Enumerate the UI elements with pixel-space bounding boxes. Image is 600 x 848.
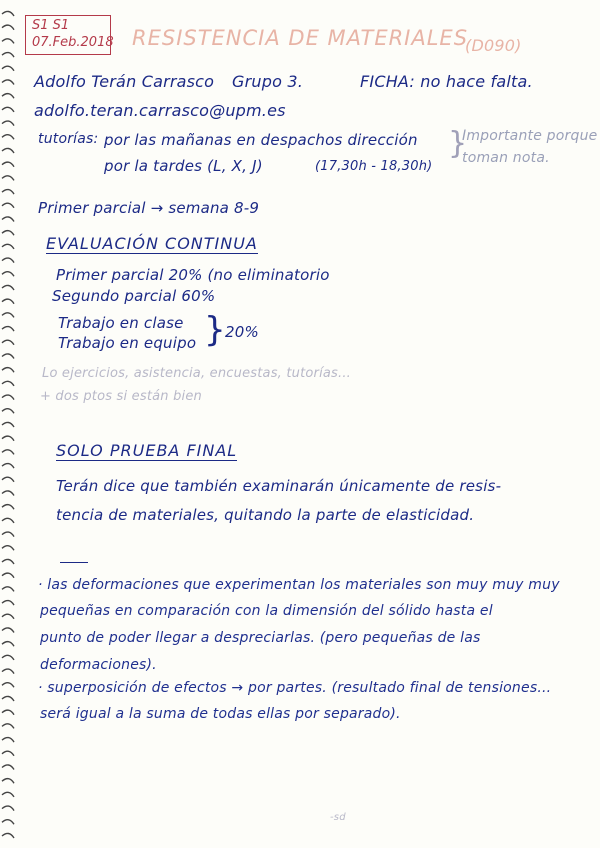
continuous-item-1: Primer parcial 20% (no eliminatorio	[56, 266, 330, 284]
dash-mark	[60, 562, 88, 563]
spiral-loop	[2, 66, 14, 71]
note-line5: · superposición de efectos → por partes. (resultado final de tensiones...	[38, 680, 552, 696]
spiral-loop	[2, 162, 14, 167]
spiral-loop	[2, 450, 14, 455]
spiral-loop	[2, 39, 14, 44]
spiral-loop	[2, 765, 14, 770]
spiral-loop	[2, 806, 14, 811]
spiral-loop	[2, 751, 14, 756]
spiral-binding	[0, 0, 18, 848]
spiral-loop	[2, 217, 14, 222]
note-line4: deformaciones).	[40, 657, 157, 673]
faint-note-line1: Lo ejercicios, asistencia, encuestas, tutorías...	[42, 366, 352, 381]
spiral-loop	[2, 381, 14, 386]
spiral-loop	[2, 135, 14, 140]
spiral-loop	[2, 53, 14, 58]
final-heading: SOLO PRUEBA FINAL	[56, 441, 238, 460]
spiral-loop	[2, 464, 14, 469]
continuous-heading: EVALUACIÓN CONTINUA	[46, 234, 258, 253]
spiral-loop	[2, 779, 14, 784]
group-percent: 20%	[225, 323, 259, 341]
spiral-loop	[2, 738, 14, 743]
spiral-loop	[2, 820, 14, 825]
spiral-loop	[2, 190, 14, 195]
spiral-loop	[2, 792, 14, 797]
spiral-loop	[2, 272, 14, 277]
spiral-loop	[2, 313, 14, 318]
spiral-loop	[2, 559, 14, 564]
spiral-loop	[2, 546, 14, 551]
group-label: Grupo 3.	[232, 72, 304, 91]
footer-mark: -sd	[330, 812, 346, 823]
spiral-loop	[2, 628, 14, 633]
spiral-loop	[2, 203, 14, 208]
final-line1: Terán dice que también examinarán únicamente de resis-	[56, 477, 502, 495]
spiral-loop	[2, 710, 14, 715]
note-line1: · las deformaciones que experimentan los materiales son muy muy muy	[38, 577, 560, 593]
note-line6: será igual a la suma de todas ellas por separado).	[40, 706, 401, 722]
first-exam-note: Primer parcial → semana 8-9	[38, 199, 260, 217]
spiral-loop	[2, 683, 14, 688]
spiral-loop	[2, 505, 14, 510]
note-line3: punto de poder llegar a despreciarlas. (pero pequeñas de las	[40, 630, 481, 646]
spiral-loop	[2, 94, 14, 99]
group-brace: }	[204, 310, 226, 350]
final-line2: tencia de materiales, quitando la parte de elasticidad.	[56, 506, 475, 524]
spiral-loop	[2, 422, 14, 427]
tutorials-label: tutorías:	[38, 131, 99, 147]
spiral-loop	[2, 340, 14, 345]
side-note-line1: Importante porque	[462, 128, 598, 144]
date-label: 07.Feb.2018	[32, 35, 114, 50]
session-label: S1 S1	[32, 18, 70, 33]
tutorials-morning: por las mañanas en despachos dirección	[104, 131, 418, 149]
spiral-loop	[2, 614, 14, 619]
spiral-loop	[2, 395, 14, 400]
spiral-loop	[2, 532, 14, 537]
spiral-loop	[2, 327, 14, 332]
spiral-loop	[2, 354, 14, 359]
spiral-loop	[2, 368, 14, 373]
spiral-loop	[2, 491, 14, 496]
author-name: Adolfo Terán Carrasco	[34, 72, 215, 91]
spiral-loop	[2, 11, 14, 16]
spiral-loop	[2, 436, 14, 441]
spiral-loop	[2, 231, 14, 236]
spiral-loop	[2, 724, 14, 729]
spiral-loop	[2, 669, 14, 674]
tutorials-afternoon: por la tardes (L, X, J)	[104, 157, 263, 175]
spiral-loop	[2, 642, 14, 647]
spiral-loop	[2, 587, 14, 592]
spiral-loop	[2, 258, 14, 263]
continuous-item-2: Segundo parcial 60%	[52, 287, 216, 305]
tutorials-hours: (17,30h - 18,30h)	[315, 159, 433, 174]
faint-note-line2: + dos ptos si están bien	[40, 389, 202, 404]
side-brace: }	[448, 126, 468, 161]
date-box	[25, 15, 114, 55]
ficha-note: FICHA: no hace falta.	[360, 72, 533, 91]
page-title: RESISTENCIA DE MATERIALES	[132, 26, 469, 50]
spiral-loop	[2, 833, 14, 838]
author-email: adolfo.teran.carrasco@upm.es	[34, 101, 286, 120]
spiral-loop	[2, 148, 14, 153]
spiral-loop	[2, 107, 14, 112]
spiral-loop	[2, 477, 14, 482]
spiral-loop	[2, 409, 14, 414]
continuous-item-3: Trabajo en clase	[58, 314, 184, 332]
spiral-loop	[2, 601, 14, 606]
spiral-loop	[2, 244, 14, 249]
course-code: (D090)	[465, 36, 522, 55]
spiral-loop	[2, 299, 14, 304]
side-note-line2: toman nota.	[462, 150, 550, 166]
spiral-loop	[2, 176, 14, 181]
spiral-loop	[2, 518, 14, 523]
spiral-loop	[2, 121, 14, 126]
spiral-loop	[2, 80, 14, 85]
spiral-loop	[2, 285, 14, 290]
spiral-loop	[2, 655, 14, 660]
spiral-loop	[2, 25, 14, 30]
spiral-loop	[2, 573, 14, 578]
spiral-loop	[2, 696, 14, 701]
note-line2: pequeñas en comparación con la dimensión del sólido hasta el	[40, 603, 493, 619]
continuous-item-4: Trabajo en equipo	[58, 334, 197, 352]
